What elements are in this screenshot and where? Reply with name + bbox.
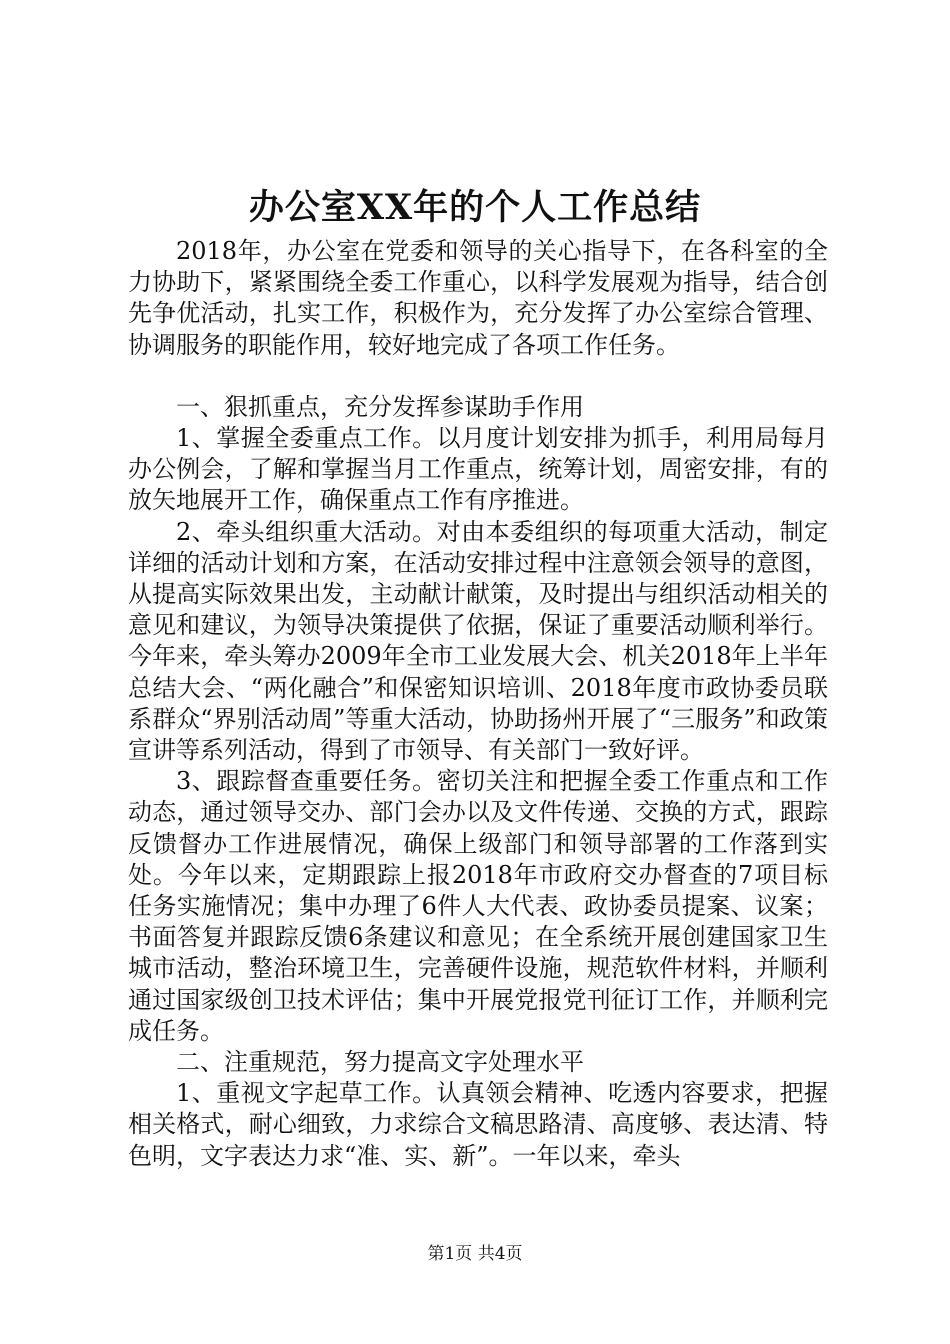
intro-paragraph: 2018年，办公室在党委和领导的关心指导下，在各科室的全力协助下，紧紧围绕全委工作重心，以科学发展观为指导，结合创先争优活动，扎实工作，积极作为，充分发挥了办公室综合管理、协调服务的职能作用，较好地完成了各项工作任务。 — [128, 237, 828, 359]
body-paragraph: 1、重视文字起草工作。认真领会精神、吃透内容要求，把握相关格式，耐心细致，力求综合文稿思路清、高度够、表达清、特色明，文字表达力求“准、实、新”。一年以来，牵头 — [128, 1079, 828, 1170]
section-heading-2: 二、注重规范，努力提高文字处理水平 — [176, 1048, 584, 1077]
section-heading-1: 一、狠抓重点，充分发挥参谋助手作用 — [176, 392, 584, 421]
body-paragraph: 2、牵头组织重大活动。对由本委组织的每项重大活动，制定详细的活动计划和方案，在活动安排过程中注意领会领导的意图，从提高实际效果出发，主动献计献策，及时提出与组织活动相关的意见和建议，为领导决策提供了依据，保证了重要活动顺利举行。今年来，牵头筹办2009年全市工业发展大会、机关2018年上半年总结大会、“两化融合”和保密知识培训、2018年度市政协委员联系群众“界别活动周”等重大活动，协助扬州开展了“三服务”和政策宣讲等系列活动，得到了市领导、有关部门一致好评。 — [128, 517, 828, 765]
body-paragraph: 1、掌握全委重点工作。以月度计划安排为抓手，利用局每月办公例会，了解和掌握当月工作重点，统筹计划，周密安排，有的放矢地展开工作，确保重点工作有序推进。 — [128, 424, 828, 515]
page-footer: 第1页 共4页 — [427, 1244, 523, 1264]
document-title: 办公室XX年的个人工作总结 — [248, 187, 702, 228]
document-body — [128, 236, 828, 1172]
body-paragraph: 3、跟踪督查重要任务。密切关注和把握全委工作重点和工作动态，通过领导交办、部门会办以及文件传递、交换的方式，跟踪反馈督办工作进展情况，确保上级部门和领导部署的工作落到实处。今年以来，定期跟踪上报2018年市政府交办督查的7项目标任务实施情况；集中办理了6件人大代表、政协委员提案、议案；书面答复并跟踪反馈6条建议和意见；在全系统开展创建国家卫生城市活动，整治环境卫生，完善硬件设施，规范软件材料，并顺利通过国家级创卫技术评估；集中开展党报党刊征订工作，并顺利完成任务。 — [128, 767, 828, 1045]
